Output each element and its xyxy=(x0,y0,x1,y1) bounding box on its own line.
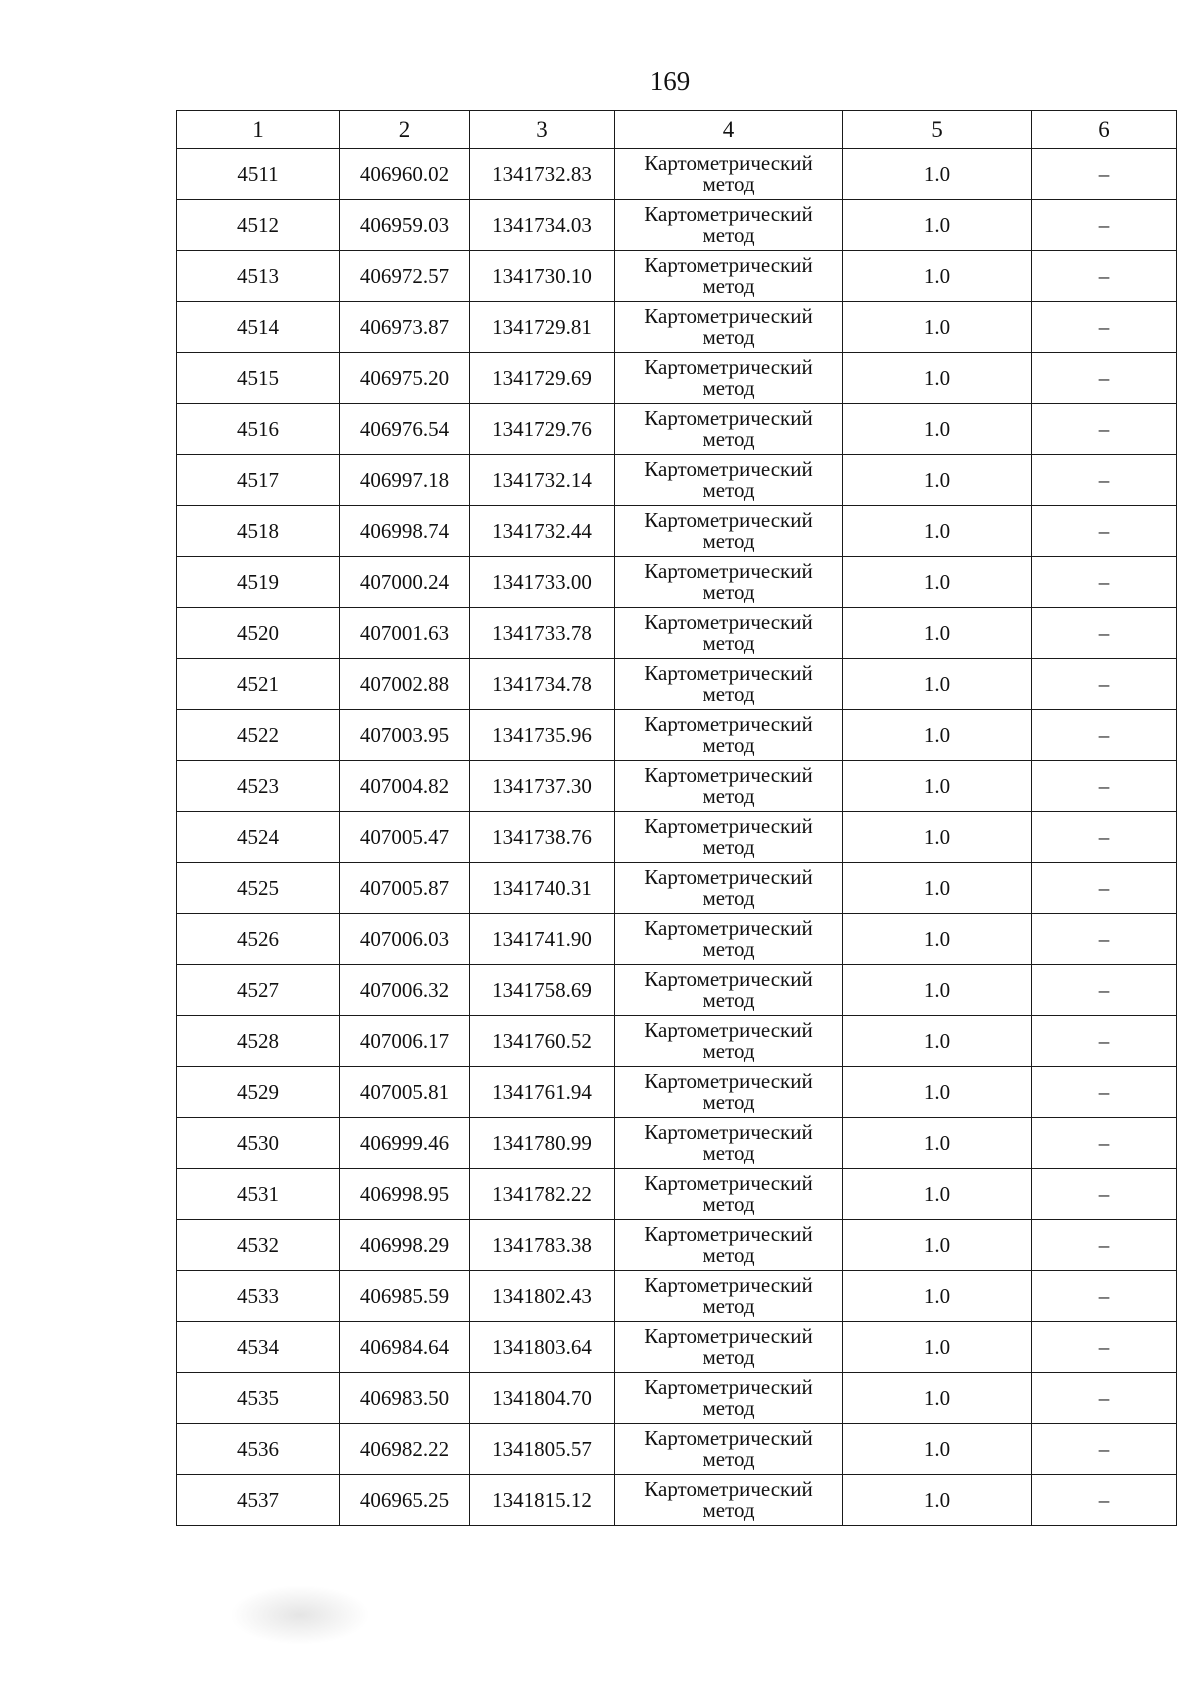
table-row xyxy=(177,200,1177,251)
x-coordinate-cell: 406985.59 xyxy=(340,1271,470,1322)
accuracy-cell: 1.0 xyxy=(843,557,1032,608)
note-cell: – xyxy=(1032,608,1177,659)
x-coordinate-cell: 406960.02 xyxy=(340,149,470,200)
note-cell: – xyxy=(1032,914,1177,965)
point-number-cell: 4535 xyxy=(177,1373,340,1424)
method-text-line2: метод xyxy=(702,1498,755,1522)
note-cell: – xyxy=(1032,1373,1177,1424)
x-coordinate-cell: 406998.29 xyxy=(340,1220,470,1271)
note-cell: – xyxy=(1032,1016,1177,1067)
method-text-line2: метод xyxy=(702,580,755,604)
accuracy-cell: 1.0 xyxy=(843,1475,1032,1526)
accuracy-cell: 1.0 xyxy=(843,914,1032,965)
method-text-line2: метод xyxy=(702,529,755,553)
point-number-cell: 4526 xyxy=(177,914,340,965)
column-header: 6 xyxy=(1032,111,1177,149)
x-coordinate-cell: 406965.25 xyxy=(340,1475,470,1526)
method-text-line2: метод xyxy=(702,1243,755,1267)
method-text-line1: Картометрический xyxy=(644,1324,813,1348)
method-text-line1: Картометрический xyxy=(644,253,813,277)
accuracy-cell: 1.0 xyxy=(843,200,1032,251)
method-text-line1: Картометрический xyxy=(644,1069,813,1093)
method-text-line2: метод xyxy=(702,1345,755,1369)
table-row xyxy=(177,965,1177,1016)
column-header: 1 xyxy=(177,111,340,149)
method-text-line1: Картометрический xyxy=(644,865,813,889)
method-cell xyxy=(615,149,843,200)
y-coordinate-cell: 1341730.10 xyxy=(470,251,615,302)
method-text-line2: метод xyxy=(702,1192,755,1216)
method-text-line2: метод xyxy=(702,1447,755,1471)
method-text-line2: метод xyxy=(702,274,755,298)
column-header: 4 xyxy=(615,111,843,149)
accuracy-cell: 1.0 xyxy=(843,302,1032,353)
method-text-line1: Картометрический xyxy=(644,508,813,532)
x-coordinate-cell: 406959.03 xyxy=(340,200,470,251)
note-cell: – xyxy=(1032,251,1177,302)
note-cell: – xyxy=(1032,1118,1177,1169)
accuracy-cell: 1.0 xyxy=(843,863,1032,914)
method-text-line1: Картометрический xyxy=(644,1120,813,1144)
method-cell xyxy=(615,710,843,761)
y-coordinate-cell: 1341804.70 xyxy=(470,1373,615,1424)
method-text-line2: метод xyxy=(702,478,755,502)
method-text-line1: Картометрический xyxy=(644,1426,813,1450)
point-number-cell: 4528 xyxy=(177,1016,340,1067)
point-number-cell: 4515 xyxy=(177,353,340,404)
accuracy-cell: 1.0 xyxy=(843,1373,1032,1424)
accuracy-cell: 1.0 xyxy=(843,455,1032,506)
note-cell: – xyxy=(1032,1424,1177,1475)
point-number-cell: 4517 xyxy=(177,455,340,506)
note-cell: – xyxy=(1032,404,1177,455)
table-row xyxy=(177,251,1177,302)
method-text-line2: метод xyxy=(702,1039,755,1063)
y-coordinate-cell: 1341732.14 xyxy=(470,455,615,506)
y-coordinate-cell: 1341735.96 xyxy=(470,710,615,761)
page-number: 169 xyxy=(649,66,691,96)
table-row xyxy=(177,659,1177,710)
x-coordinate-cell: 407006.32 xyxy=(340,965,470,1016)
method-cell xyxy=(615,353,843,404)
method-text-line2: метод xyxy=(702,835,755,859)
y-coordinate-cell: 1341732.83 xyxy=(470,149,615,200)
note-cell: – xyxy=(1032,200,1177,251)
method-cell xyxy=(615,1169,843,1220)
table-row xyxy=(177,557,1177,608)
note-cell: – xyxy=(1032,1475,1177,1526)
note-cell: – xyxy=(1032,557,1177,608)
method-cell xyxy=(615,404,843,455)
x-coordinate-cell: 406984.64 xyxy=(340,1322,470,1373)
method-cell xyxy=(615,812,843,863)
method-text-line2: метод xyxy=(702,1294,755,1318)
accuracy-cell: 1.0 xyxy=(843,1271,1032,1322)
method-text-line2: метод xyxy=(702,937,755,961)
method-text-line1: Картометрический xyxy=(644,916,813,940)
table-row xyxy=(177,608,1177,659)
accuracy-cell: 1.0 xyxy=(843,761,1032,812)
note-cell: – xyxy=(1032,506,1177,557)
coordinates-table xyxy=(176,110,1177,1526)
y-coordinate-cell: 1341740.31 xyxy=(470,863,615,914)
table-row xyxy=(177,1118,1177,1169)
method-text-line2: метод xyxy=(702,886,755,910)
note-cell: – xyxy=(1032,659,1177,710)
point-number-cell: 4530 xyxy=(177,1118,340,1169)
table-row xyxy=(177,863,1177,914)
accuracy-cell: 1.0 xyxy=(843,1169,1032,1220)
method-cell xyxy=(615,455,843,506)
method-text-line1: Картометрический xyxy=(644,559,813,583)
method-text-line1: Картометрический xyxy=(644,661,813,685)
accuracy-cell: 1.0 xyxy=(843,1067,1032,1118)
y-coordinate-cell: 1341803.64 xyxy=(470,1322,615,1373)
point-number-cell: 4520 xyxy=(177,608,340,659)
x-coordinate-cell: 406999.46 xyxy=(340,1118,470,1169)
note-cell: – xyxy=(1032,149,1177,200)
method-cell xyxy=(615,1424,843,1475)
table-row xyxy=(177,506,1177,557)
point-number-cell: 4525 xyxy=(177,863,340,914)
y-coordinate-cell: 1341732.44 xyxy=(470,506,615,557)
method-text-line1: Картометрический xyxy=(644,1477,813,1501)
x-coordinate-cell: 407003.95 xyxy=(340,710,470,761)
accuracy-cell: 1.0 xyxy=(843,965,1032,1016)
method-cell xyxy=(615,608,843,659)
method-text-line1: Картометрический xyxy=(644,1222,813,1246)
y-coordinate-cell: 1341760.52 xyxy=(470,1016,615,1067)
table-row xyxy=(177,1373,1177,1424)
accuracy-cell: 1.0 xyxy=(843,404,1032,455)
method-cell xyxy=(615,1067,843,1118)
method-text-line2: метод xyxy=(702,631,755,655)
point-number-cell: 4519 xyxy=(177,557,340,608)
point-number-cell: 4511 xyxy=(177,149,340,200)
table-row xyxy=(177,1424,1177,1475)
x-coordinate-cell: 406973.87 xyxy=(340,302,470,353)
method-cell xyxy=(615,557,843,608)
note-cell: – xyxy=(1032,965,1177,1016)
point-number-cell: 4534 xyxy=(177,1322,340,1373)
x-coordinate-cell: 407005.47 xyxy=(340,812,470,863)
x-coordinate-cell: 407006.17 xyxy=(340,1016,470,1067)
accuracy-cell: 1.0 xyxy=(843,1322,1032,1373)
point-number-cell: 4521 xyxy=(177,659,340,710)
note-cell: – xyxy=(1032,1271,1177,1322)
y-coordinate-cell: 1341741.90 xyxy=(470,914,615,965)
table-row xyxy=(177,914,1177,965)
x-coordinate-cell: 406972.57 xyxy=(340,251,470,302)
table-row xyxy=(177,353,1177,404)
note-cell: – xyxy=(1032,353,1177,404)
point-number-cell: 4524 xyxy=(177,812,340,863)
method-text-line2: метод xyxy=(702,1090,755,1114)
method-text-line2: метод xyxy=(702,376,755,400)
method-text-line1: Картометрический xyxy=(644,967,813,991)
accuracy-cell: 1.0 xyxy=(843,149,1032,200)
table-row xyxy=(177,1322,1177,1373)
accuracy-cell: 1.0 xyxy=(843,506,1032,557)
x-coordinate-cell: 407001.63 xyxy=(340,608,470,659)
method-cell xyxy=(615,659,843,710)
method-text-line2: метод xyxy=(702,325,755,349)
table-row xyxy=(177,149,1177,200)
y-coordinate-cell: 1341737.30 xyxy=(470,761,615,812)
note-cell: – xyxy=(1032,1169,1177,1220)
x-coordinate-cell: 406983.50 xyxy=(340,1373,470,1424)
table-row xyxy=(177,761,1177,812)
method-text-line2: метод xyxy=(702,682,755,706)
accuracy-cell: 1.0 xyxy=(843,710,1032,761)
point-number-cell: 4527 xyxy=(177,965,340,1016)
method-text-line2: метод xyxy=(702,1396,755,1420)
accuracy-cell: 1.0 xyxy=(843,251,1032,302)
method-cell xyxy=(615,863,843,914)
table-row xyxy=(177,710,1177,761)
x-coordinate-cell: 407000.24 xyxy=(340,557,470,608)
accuracy-cell: 1.0 xyxy=(843,1424,1032,1475)
method-text-line2: метод xyxy=(702,172,755,196)
accuracy-cell: 1.0 xyxy=(843,353,1032,404)
method-text-line2: метод xyxy=(702,1141,755,1165)
y-coordinate-cell: 1341733.00 xyxy=(470,557,615,608)
table-header-row xyxy=(177,111,1177,149)
method-text-line1: Картометрический xyxy=(644,1375,813,1399)
method-text-line1: Картометрический xyxy=(644,610,813,634)
point-number-cell: 4529 xyxy=(177,1067,340,1118)
method-cell xyxy=(615,761,843,812)
note-cell: – xyxy=(1032,1322,1177,1373)
method-cell xyxy=(615,1118,843,1169)
y-coordinate-cell: 1341782.22 xyxy=(470,1169,615,1220)
x-coordinate-cell: 407002.88 xyxy=(340,659,470,710)
y-coordinate-cell: 1341729.69 xyxy=(470,353,615,404)
table-row xyxy=(177,812,1177,863)
y-coordinate-cell: 1341761.94 xyxy=(470,1067,615,1118)
point-number-cell: 4518 xyxy=(177,506,340,557)
x-coordinate-cell: 406982.22 xyxy=(340,1424,470,1475)
method-cell xyxy=(615,1373,843,1424)
point-number-cell: 4514 xyxy=(177,302,340,353)
y-coordinate-cell: 1341815.12 xyxy=(470,1475,615,1526)
point-number-cell: 4532 xyxy=(177,1220,340,1271)
method-text-line1: Картометрический xyxy=(644,406,813,430)
method-text-line2: метод xyxy=(702,427,755,451)
point-number-cell: 4512 xyxy=(177,200,340,251)
method-text-line2: метод xyxy=(702,784,755,808)
x-coordinate-cell: 406975.20 xyxy=(340,353,470,404)
note-cell: – xyxy=(1032,761,1177,812)
x-coordinate-cell: 407004.82 xyxy=(340,761,470,812)
scan-artifact xyxy=(230,1585,370,1645)
method-text-line1: Картометрический xyxy=(644,202,813,226)
y-coordinate-cell: 1341805.57 xyxy=(470,1424,615,1475)
note-cell: – xyxy=(1032,455,1177,506)
y-coordinate-cell: 1341780.99 xyxy=(470,1118,615,1169)
y-coordinate-cell: 1341729.81 xyxy=(470,302,615,353)
method-text-line1: Картометрический xyxy=(644,1018,813,1042)
x-coordinate-cell: 406997.18 xyxy=(340,455,470,506)
table-row xyxy=(177,404,1177,455)
accuracy-cell: 1.0 xyxy=(843,1016,1032,1067)
method-text-line1: Картометрический xyxy=(644,151,813,175)
column-header: 5 xyxy=(843,111,1032,149)
x-coordinate-cell: 407005.81 xyxy=(340,1067,470,1118)
y-coordinate-cell: 1341758.69 xyxy=(470,965,615,1016)
method-cell xyxy=(615,1271,843,1322)
method-cell xyxy=(615,1016,843,1067)
method-cell xyxy=(615,1220,843,1271)
y-coordinate-cell: 1341734.78 xyxy=(470,659,615,710)
method-text-line1: Картометрический xyxy=(644,457,813,481)
method-cell xyxy=(615,506,843,557)
y-coordinate-cell: 1341729.76 xyxy=(470,404,615,455)
y-coordinate-cell: 1341783.38 xyxy=(470,1220,615,1271)
point-number-cell: 4522 xyxy=(177,710,340,761)
method-text-line1: Картометрический xyxy=(644,304,813,328)
method-cell xyxy=(615,302,843,353)
method-text-line1: Картометрический xyxy=(644,712,813,736)
accuracy-cell: 1.0 xyxy=(843,608,1032,659)
point-number-cell: 4516 xyxy=(177,404,340,455)
method-text-line2: метод xyxy=(702,733,755,757)
method-text-line1: Картометрический xyxy=(644,1273,813,1297)
y-coordinate-cell: 1341733.78 xyxy=(470,608,615,659)
table-row xyxy=(177,455,1177,506)
method-cell xyxy=(615,200,843,251)
x-coordinate-cell: 406998.74 xyxy=(340,506,470,557)
x-coordinate-cell: 407005.87 xyxy=(340,863,470,914)
method-cell xyxy=(615,1322,843,1373)
method-text-line1: Картометрический xyxy=(644,355,813,379)
x-coordinate-cell: 406998.95 xyxy=(340,1169,470,1220)
note-cell: – xyxy=(1032,1220,1177,1271)
method-cell xyxy=(615,1475,843,1526)
table-row xyxy=(177,302,1177,353)
table-row xyxy=(177,1067,1177,1118)
x-coordinate-cell: 407006.03 xyxy=(340,914,470,965)
method-cell xyxy=(615,914,843,965)
column-header: 3 xyxy=(470,111,615,149)
method-cell xyxy=(615,965,843,1016)
y-coordinate-cell: 1341738.76 xyxy=(470,812,615,863)
method-text-line1: Картометрический xyxy=(644,763,813,787)
point-number-cell: 4523 xyxy=(177,761,340,812)
table-row xyxy=(177,1169,1177,1220)
note-cell: – xyxy=(1032,302,1177,353)
table-body xyxy=(177,149,1177,1526)
table-row xyxy=(177,1475,1177,1526)
point-number-cell: 4537 xyxy=(177,1475,340,1526)
accuracy-cell: 1.0 xyxy=(843,1118,1032,1169)
accuracy-cell: 1.0 xyxy=(843,1220,1032,1271)
point-number-cell: 4533 xyxy=(177,1271,340,1322)
note-cell: – xyxy=(1032,863,1177,914)
x-coordinate-cell: 406976.54 xyxy=(340,404,470,455)
table-row xyxy=(177,1016,1177,1067)
method-text-line1: Картометрический xyxy=(644,814,813,838)
accuracy-cell: 1.0 xyxy=(843,812,1032,863)
y-coordinate-cell: 1341734.03 xyxy=(470,200,615,251)
column-header: 2 xyxy=(340,111,470,149)
method-text-line2: метод xyxy=(702,223,755,247)
note-cell: – xyxy=(1032,812,1177,863)
table-row xyxy=(177,1271,1177,1322)
y-coordinate-cell: 1341802.43 xyxy=(470,1271,615,1322)
method-cell xyxy=(615,251,843,302)
method-text-line2: метод xyxy=(702,988,755,1012)
note-cell: – xyxy=(1032,1067,1177,1118)
accuracy-cell: 1.0 xyxy=(843,659,1032,710)
point-number-cell: 4513 xyxy=(177,251,340,302)
point-number-cell: 4531 xyxy=(177,1169,340,1220)
table-row xyxy=(177,1220,1177,1271)
method-text-line1: Картометрический xyxy=(644,1171,813,1195)
point-number-cell: 4536 xyxy=(177,1424,340,1475)
note-cell: – xyxy=(1032,710,1177,761)
